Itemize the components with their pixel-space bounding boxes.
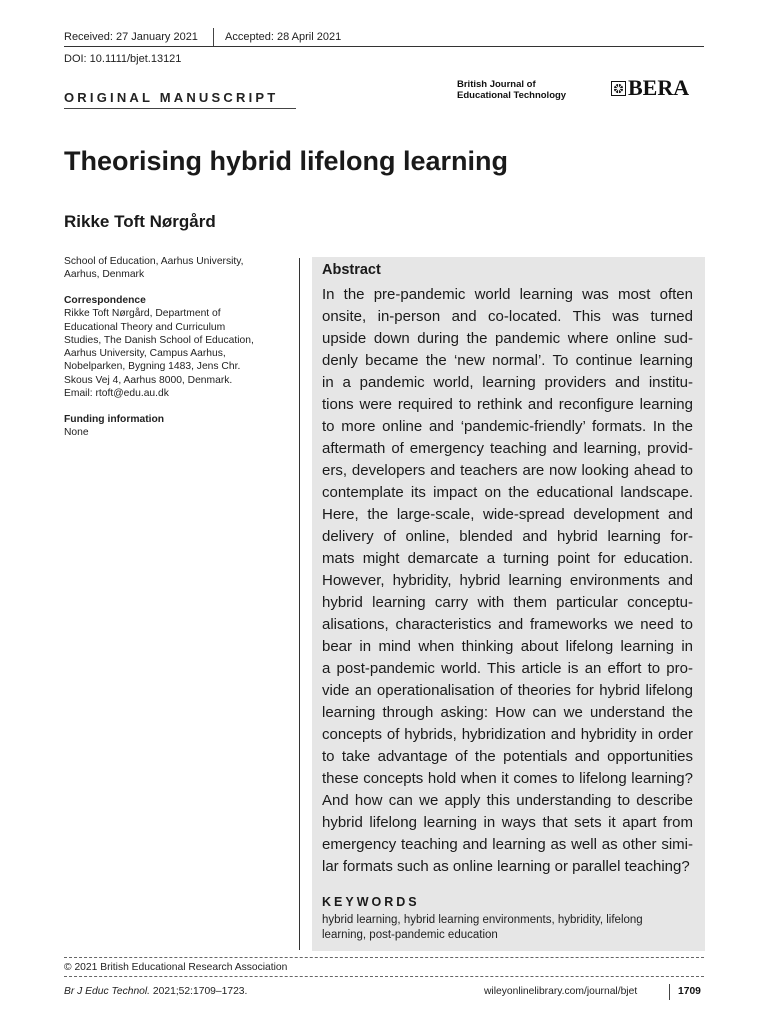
footer-dotted-rule [64, 976, 704, 977]
abstract-line: lar formats such as online learning or parallel teaching? [322, 858, 690, 875]
bera-emblem-icon [611, 81, 626, 96]
abstract-line: mats might demarcate a turning point for education. [322, 550, 693, 567]
journal-name-line1: British Journal of [457, 79, 536, 90]
bera-logo [611, 75, 690, 100]
abstract-line: in a pandemic world, learning providers and institu- [322, 374, 693, 391]
abstract-line: delivery of online, blended and hybrid learning for- [322, 528, 693, 545]
abstract-line: hybrid lifelong learning in ways that sets it apart from [322, 814, 693, 831]
correspondence-line: Studies, The Danish School of Education, [64, 334, 254, 346]
abstract-line: aftermath of emergency teaching and learning, provid- [322, 440, 693, 457]
abstract-line: upside down during the pandemic where online sud- [322, 330, 693, 347]
abstract-line: vide an operationalisation of theories for hybrid lifelong [322, 682, 693, 699]
abstract-text [322, 284, 693, 878]
journal-name [457, 79, 607, 101]
correspondence-heading: Correspondence [64, 295, 146, 306]
received-date: Received: 27 January 2021 [64, 31, 198, 43]
abstract-line: denly became the ‘new normal’. To continue learning [322, 352, 693, 369]
bera-wordmark: BERA [628, 75, 690, 100]
abstract-heading: Abstract [322, 262, 381, 278]
funding-heading: Funding information [64, 414, 165, 425]
abstract-line: In the pre-pandemic world learning was most often [322, 286, 693, 303]
citation [64, 986, 247, 997]
abstract-line: hybrid learning carry with them particular conceptu- [322, 594, 693, 611]
article-title: Theorising hybrid lifelong learning [64, 146, 509, 176]
correspondence-line: Rikke Toft Nørgård, Department of [64, 308, 221, 320]
funding-value: None [64, 427, 89, 439]
abstract-line: Here, the large-scale, wide-spread development and [322, 506, 693, 523]
journal-name-line2: Educational Technology [457, 90, 567, 101]
affiliation-line: Aarhus, Denmark [64, 269, 145, 281]
abstract-line: emergency teaching and learning as well as other simi- [322, 836, 693, 853]
doi-link[interactable]: DOI: 10.1111/bjet.13121 [64, 53, 182, 65]
keywords-line: hybrid learning, hybrid learning environments, hybridity, lifelong [322, 914, 643, 926]
abstract-line: contemplate its impact on the educational landscape. [322, 484, 693, 501]
abstract-line: onsite, in-person and co-located. This was turned [322, 308, 693, 325]
correspondence-block [64, 294, 286, 400]
keywords-heading: KEYWORDS [322, 895, 420, 909]
abstract-line: alisations, characteristics and frameworks we need to [322, 616, 693, 633]
correspondence-email[interactable]: Email: rtoft@edu.au.dk [64, 388, 169, 400]
header-divider [213, 28, 214, 47]
correspondence-line: Nobelparken, Bygning 1483, Jens Chr. [64, 361, 241, 373]
abstract-line: And how can we apply this understanding to describe [322, 792, 693, 809]
footer-dotted-rule [64, 957, 704, 958]
abstract-line: these concepts hold when it comes to lifelong learning? [322, 770, 693, 787]
correspondence-line: Aarhus University, Campus Aarhus, [64, 348, 226, 360]
affiliation [64, 255, 286, 282]
abstract-line: However, hybridity, hybrid learning environments and [322, 572, 693, 589]
accepted-date: Accepted: 28 April 2021 [225, 31, 342, 43]
citation-journal: Br J Educ Technol. [64, 986, 151, 997]
abstract-line: bear in mind when thinking about lifelong learning in [322, 638, 693, 655]
section-label: ORIGINAL MANUSCRIPT [64, 90, 279, 105]
sidebar-divider [299, 258, 300, 950]
keywords-list [322, 913, 693, 942]
abstract-line: concepts of hybrids, hybridization and hybridity in order [322, 726, 693, 743]
affiliation-line: School of Education, Aarhus University, [64, 256, 244, 267]
abstract-line: to more online and ‘pandemic-friendly’ formats. In the [322, 418, 693, 435]
journal-url-link[interactable]: wileyonlinelibrary.com/journal/bjet [484, 986, 638, 997]
abstract-line: learning through asking: How can we understand the [322, 704, 693, 721]
funding-block [64, 413, 286, 440]
section-underline [64, 108, 296, 109]
correspondence-line: Educational Theory and Curriculum [64, 321, 226, 333]
header-rule [64, 46, 704, 47]
abstract-line: ers, developers and teachers are now looking ahead to [322, 462, 693, 479]
page-number: 1709 [678, 986, 701, 997]
keywords-line: learning, post-pandemic education [322, 928, 498, 941]
correspondence-line: Skous Vej 4, Aarhus 8000, Denmark. [64, 374, 233, 386]
article-author: Rikke Toft Nørgård [64, 212, 216, 231]
abstract-line: a post-pandemic world. This article is an effort to pro- [322, 660, 693, 677]
abstract-line: to take advantage of the potentials and opportunities [322, 748, 693, 765]
abstract-line: tions were required to rethink and reconfigure learning [322, 396, 693, 413]
citation-details: 2021;52:1709–1723. [150, 986, 248, 997]
footer-divider [669, 984, 670, 1000]
copyright-notice: © 2021 British Educational Research Association [64, 962, 288, 973]
